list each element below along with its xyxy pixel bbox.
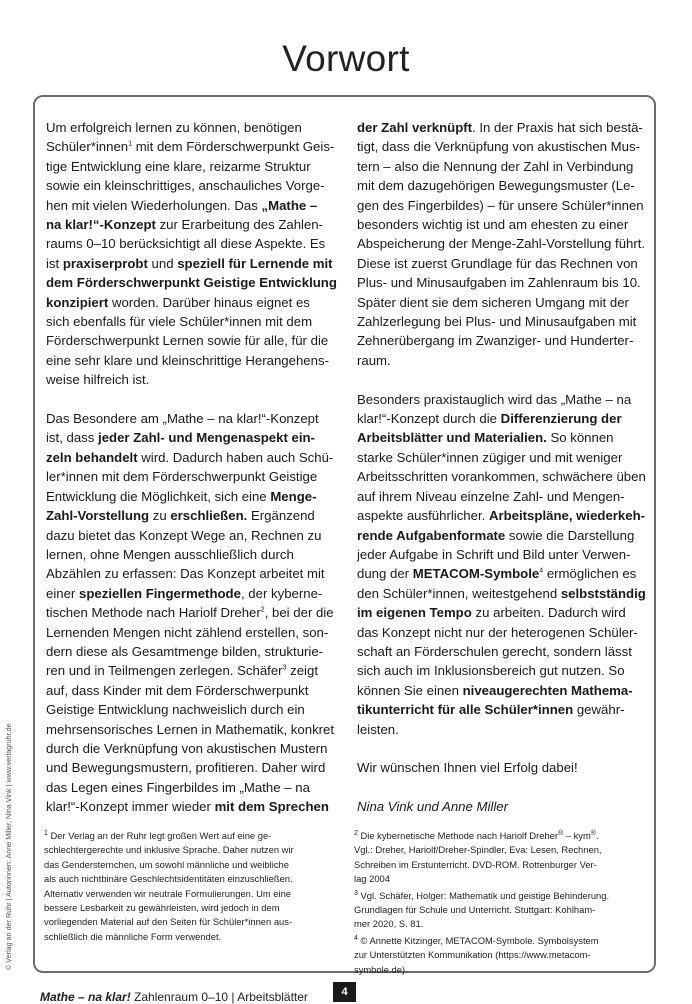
text-run: © Annette Kitzinger, METACOM-Symbole. Symbolsystem (357, 934, 599, 946)
bold-text: METACOM-Symbole (412, 566, 540, 582)
text-line (357, 526, 647, 545)
bold-text: jeder Zahl- und Mengenaspekt ein- (98, 430, 315, 446)
text-run: Wir wünschen Ihnen viel Erfolg dabei! (357, 760, 578, 776)
text-line (46, 487, 336, 506)
text-line (46, 254, 336, 273)
text-run: ermöglichen es (543, 566, 637, 582)
text-run: Schüler*innen (46, 139, 129, 155)
text-run: Um erfolgreich lernen zu können, benötigen (46, 120, 302, 135)
footnote (354, 934, 654, 977)
bold-text: Zahl-Vorstellung (46, 508, 150, 524)
text-line (357, 312, 647, 331)
text-run: vorliegenden Material auf den Seiten für Schüler*innen aus- (44, 916, 293, 928)
bold-text: dem Förderschwerpunkt Geistige Entwicklung (46, 275, 337, 291)
text-line (46, 661, 336, 680)
text-run: Entwicklung die Möglichkeit, sich eine (46, 488, 271, 504)
text-line (44, 843, 344, 857)
bold-text: der Zahl verknüpft (357, 120, 473, 135)
text-line (357, 506, 647, 525)
footnote-marker: 3 (354, 889, 358, 897)
text-line (357, 681, 647, 700)
text-line (357, 409, 647, 428)
text-line (357, 137, 647, 156)
text-run: besonders wichtig ist und am ehesten zu einer (357, 217, 629, 233)
footnote-marker: 1 (44, 829, 48, 837)
text-line (46, 312, 336, 331)
text-run: , der kyberne- (240, 585, 323, 601)
text-run: zur Unterstützten Kommunikation (https://www.metacom- (354, 949, 591, 961)
text-line (357, 642, 647, 661)
text-line (357, 661, 647, 680)
text-line (357, 700, 647, 719)
text-line (354, 963, 654, 977)
text-run: dazu bietet das Konzept Wege an, Rechnen zu (46, 527, 322, 543)
text-run: Plus- und Minusaufgaben im Zahlenraum bis 10. (357, 275, 641, 291)
text-line (46, 370, 336, 389)
text-line (46, 603, 336, 622)
text-run: den Schüler*innen, weitestgehend (357, 585, 561, 601)
text-line (46, 564, 336, 583)
footnotes-left (44, 829, 344, 946)
paragraph (46, 409, 336, 817)
copyright-side-note: © Verlag an der Ruhr | Autorinnen: Anne Miller, Nina Vink | www.verlagruhr.de (4, 723, 13, 970)
text-run: schlechtergerechte und inklusive Sprache. Daher nutzen wir (44, 844, 294, 856)
text-line (46, 196, 336, 215)
text-run: sowie die Darstellung (505, 527, 635, 543)
bold-text: Differenzierung der (500, 411, 622, 427)
text-line (354, 903, 654, 917)
text-run: jeder Aufgabe in Schrift und Bild unter Verwen- (357, 546, 631, 562)
bold-text: speziellen Fingermethode (79, 585, 241, 601)
text-line (357, 428, 647, 447)
text-line (357, 196, 647, 215)
text-run: Grundlagen für Schule und Unterricht. Stuttgart: Kohlham- (354, 904, 596, 916)
text-run: sich auch im Inklusionsbereich gut nutzen. So (357, 663, 625, 679)
text-line (46, 448, 336, 467)
text-run: gewähr- (573, 702, 625, 718)
text-run: wird. Dadurch haben auch Schü- (137, 449, 334, 465)
text-run: , bei der die (264, 605, 334, 621)
text-run: raums 0–10 berücksichtigt all diese Aspekte. Es (46, 236, 326, 252)
text-run: klar!“-Konzept immer wieder (46, 799, 215, 815)
text-line (46, 428, 336, 447)
text-run: Vgl. Schäfer, Holger: Mathematik und geistige Behinderung. (357, 889, 610, 901)
text-line (46, 720, 336, 739)
text-line (357, 157, 647, 176)
text-line (44, 887, 344, 901)
text-line (46, 700, 336, 719)
text-run: lag 2004 (354, 873, 390, 885)
text-line (46, 623, 336, 642)
footnote (354, 889, 654, 932)
text-run: worden. Darüber hinaus eignet es (108, 294, 310, 310)
text-run: tischen Methode nach Hariolf Dreher (46, 605, 261, 621)
text-line (44, 872, 344, 886)
page-title: Vorwort (282, 38, 410, 79)
text-run: zu arbeiten. Dadurch wird (471, 605, 626, 621)
text-run: Besonders praxistauglich wird das „Mathe – na (357, 391, 632, 407)
footer-text: Zahlenraum 0–10 | Arbeitsblätter (130, 990, 308, 1004)
text-run: das Konzept nicht nur der heterogenen Schüler- (357, 624, 638, 640)
text-run: So können (546, 430, 614, 446)
paragraph (357, 758, 647, 777)
signature: Nina Vink und Anne Miller (357, 799, 509, 815)
text-line (44, 901, 344, 915)
text-run: mit dem dazugehörigen Bewegungsmuster (Le- (357, 178, 635, 194)
text-run: und (147, 255, 178, 271)
text-run: zu (149, 508, 171, 524)
text-run: Diese ist zuerst Grundlage für das Rechnen von (357, 255, 638, 271)
text-run: Vgl.: Dreher, Hariolf/Dreher-Spindler, Eva: Lesen, Rechnen, (354, 844, 602, 856)
text-line (44, 915, 344, 929)
text-run: hen mit vielen Wiederholungen. Das (46, 197, 262, 213)
footnote-marker: ® (558, 829, 564, 837)
text-run: eine sehr klare und kleinschrittige Herangehens- (46, 352, 329, 368)
footnote-marker: 3 (282, 664, 287, 672)
text-run: . (595, 830, 599, 841)
text-run: Arbeitsschritten vorankommen, schwächere üben (357, 469, 646, 485)
text-run: gen des Fingerbildes) – für unsere Schüler*innen (357, 197, 644, 213)
text-run: einer (46, 585, 79, 601)
text-line (46, 293, 336, 312)
text-run: Später dient sie dem sicheren Umgang mit der (357, 294, 629, 310)
text-run: schließlich die männliche Form verwendet. (44, 930, 222, 942)
text-line (357, 487, 647, 506)
text-line (44, 930, 344, 944)
text-line (46, 642, 336, 661)
text-run: tige Entwicklung eine klare, reizarme Struktur (46, 158, 311, 174)
text-run: Zahlzerlegung bei Plus- und Minusaufgaben mit (357, 314, 637, 330)
text-run: können Sie einen (357, 682, 463, 698)
text-line (357, 215, 647, 234)
text-line (357, 390, 647, 409)
text-line (357, 118, 647, 137)
text-run: . In der Praxis hat sich bestä- (472, 120, 643, 135)
text-line (357, 584, 647, 603)
text-line (46, 176, 336, 195)
text-column-left (46, 118, 336, 836)
text-line (357, 564, 647, 583)
text-run: Schreiben im Erstunterricht. DVD-ROM. Rottenburger Ver- (354, 858, 597, 870)
footer-brand: Mathe – na klar! (40, 990, 131, 1004)
text-run: durch die Verknüpfung von akustischen Mustern (46, 740, 328, 756)
text-run: Der Verlag an der Ruhr legt großen Wert auf eine ge- (47, 830, 272, 841)
text-run: ist (46, 255, 63, 271)
bold-text: „Mathe – (261, 197, 318, 213)
text-run: mehrsensorisches Lernen in Mathematik, konkret (46, 721, 335, 737)
text-line (44, 858, 344, 872)
text-run: Alternativ verwenden wir neutrale Formulierungen. Um eine (44, 887, 291, 899)
text-run: mer 2020, S. 81. (354, 918, 424, 930)
footer (40, 990, 308, 1004)
text-line (357, 758, 647, 777)
text-run: tern – also die Nennung der Zahl in Verbindung (357, 158, 634, 174)
text-run: Geistige Entwicklung nachweislich durch ein (46, 702, 305, 718)
text-run: Förderschwerpunkt Lernen sowie für alle, für die (46, 333, 329, 349)
text-line (357, 603, 647, 622)
text-run: zeigt (286, 663, 318, 679)
text-line (46, 584, 336, 603)
bold-text: Arbeitsblätter und Materialien. (357, 430, 547, 446)
text-run: symbole.de) (354, 963, 406, 975)
footnote-marker: 1 (128, 141, 133, 149)
footnote-marker: 2 (260, 606, 265, 614)
text-run: leisten. (357, 721, 399, 737)
text-line (357, 545, 647, 564)
footnote-marker: ® (590, 829, 596, 837)
footnotes-right (354, 829, 654, 979)
bold-text: zeln behandelt (46, 449, 138, 465)
text-run: Ergänzend (247, 508, 315, 524)
text-line (44, 829, 344, 843)
text-run: Das Besondere am „Mathe – na klar!“-Konzept (46, 411, 319, 427)
text-line (46, 739, 336, 758)
text-line (354, 917, 654, 931)
text-line (46, 409, 336, 428)
text-run: lernen, ohne Mengen ausschließlich durch (46, 546, 294, 562)
text-run: starke Schüler*innen zügiger und mit weniger (357, 449, 623, 465)
text-run: auf, dass Kinder mit dem Förderschwerpunkt (46, 682, 309, 698)
text-line (357, 254, 647, 273)
text-line (46, 234, 336, 253)
bold-text: niveaugerechten Mathema- (462, 682, 633, 698)
text-column-right (357, 118, 647, 836)
footnote (354, 829, 654, 887)
text-line (46, 273, 336, 292)
text-run: weise hilfreich ist. (46, 372, 150, 388)
text-run: tigt, dass die Verknüpfung von akustischen Mus- (357, 139, 640, 155)
text-run: dern diese als Gesamtmenge bilden, strukturie- (46, 643, 324, 659)
text-line (46, 545, 336, 564)
text-run: das Legen eines Fingerbildes im „Mathe – na (46, 779, 310, 795)
text-run: Die kybernetische Methode nach Hariolf Dreher (357, 830, 559, 841)
text-line (46, 331, 336, 350)
text-line (46, 157, 336, 176)
text-run: klar!“-Konzept durch die (357, 411, 501, 427)
text-run: ler*innen mit dem Förderschwerpunkt Geistige (46, 469, 318, 485)
text-line (357, 720, 647, 739)
text-line (357, 467, 647, 486)
text-line (46, 137, 336, 156)
bold-text: konzipiert (46, 294, 109, 310)
bold-text: selbstständig (560, 585, 646, 601)
bold-text: erschließen. (170, 508, 248, 524)
bold-text: im eigenen Tempo (357, 605, 472, 621)
text-run: Abzählen zu erfassen: Das Konzept arbeitet mit (46, 566, 325, 582)
text-run: Zehnerübergang im Zwanziger- und Hunderter- (357, 333, 634, 349)
footnote-marker: 4 (354, 934, 358, 942)
text-run: ist, dass (46, 430, 99, 446)
text-line (354, 843, 654, 857)
text-run: mit dem Förderschwerpunkt Geis- (132, 139, 335, 155)
paragraph (46, 118, 336, 390)
text-run: Abspeicherung der Menge-Zahl-Vorstellung führt. (357, 236, 646, 252)
text-run: aspekte ausführlicher. (357, 508, 489, 524)
text-line (357, 293, 647, 312)
bold-text: tikunterricht für alle Schüler*innen (357, 702, 574, 718)
text-run: das Gendersternchen, um sowohl männliche und weibliche (44, 858, 289, 870)
text-run: – kym (563, 830, 591, 841)
text-run: sowie ein kleinschrittiges, anschauliches Vorge- (46, 178, 325, 194)
page-number: 4 (333, 982, 356, 1002)
text-line (357, 448, 647, 467)
bold-text: Menge- (270, 488, 317, 504)
text-line (46, 681, 336, 700)
text-line (357, 176, 647, 195)
text-line (46, 351, 336, 370)
text-run: raum. (357, 352, 391, 368)
text-run: als auch nichtbinäre Geschlechtsidentitäten einzuschließen. (44, 873, 293, 885)
footnote (44, 829, 344, 944)
text-line (46, 467, 336, 486)
text-run: Lernenden Mengen nicht zählend erstellen, son- (46, 624, 329, 640)
text-line (357, 234, 647, 253)
text-run: und Bewegungsmustern, profitieren. Daher wird (46, 760, 326, 776)
text-line (46, 778, 336, 797)
bold-text: Arbeitspläne, wiederkeh- (488, 508, 646, 524)
text-line (46, 506, 336, 525)
paragraph (357, 118, 647, 370)
bold-text: mit dem Sprechen (214, 799, 329, 815)
bold-text: na klar!“-Konzept (46, 217, 156, 233)
text-run: bessere Lesbarkeit zu gewährleisten, wird jedoch in dem (44, 902, 280, 914)
text-line (354, 934, 654, 948)
footnote-marker: 4 (539, 567, 544, 575)
text-line (357, 273, 647, 292)
text-line (46, 797, 336, 816)
bold-text: speziell für Lernende mit (177, 255, 333, 271)
text-run: auf ihrem Niveau einzelne Zahl- und Mengen- (357, 488, 625, 504)
text-run: ren und in Teilmengen zerlegen. Schäfer (46, 663, 283, 679)
text-line (354, 889, 654, 903)
text-line (46, 215, 336, 234)
text-run: dung der (357, 566, 413, 582)
text-line (354, 948, 654, 962)
text-line (354, 872, 654, 886)
text-line (46, 758, 336, 777)
bold-text: rende Aufgabenformate (357, 527, 506, 543)
footnote-marker: 2 (354, 829, 358, 837)
text-run: zur Erarbeitung des Zahlen- (155, 217, 324, 233)
text-line (46, 526, 336, 545)
text-line (354, 858, 654, 872)
text-line (46, 118, 336, 137)
text-line (357, 331, 647, 350)
text-line (357, 351, 647, 370)
paragraph (357, 390, 647, 739)
text-run: sich ebenfalls für viele Schüler*innen mit dem (46, 314, 313, 330)
text-line (354, 829, 654, 843)
text-run: schaft an Förderschulen gerecht, sondern lässt (357, 643, 632, 659)
text-line (357, 623, 647, 642)
bold-text: praxiserprobt (62, 255, 148, 271)
